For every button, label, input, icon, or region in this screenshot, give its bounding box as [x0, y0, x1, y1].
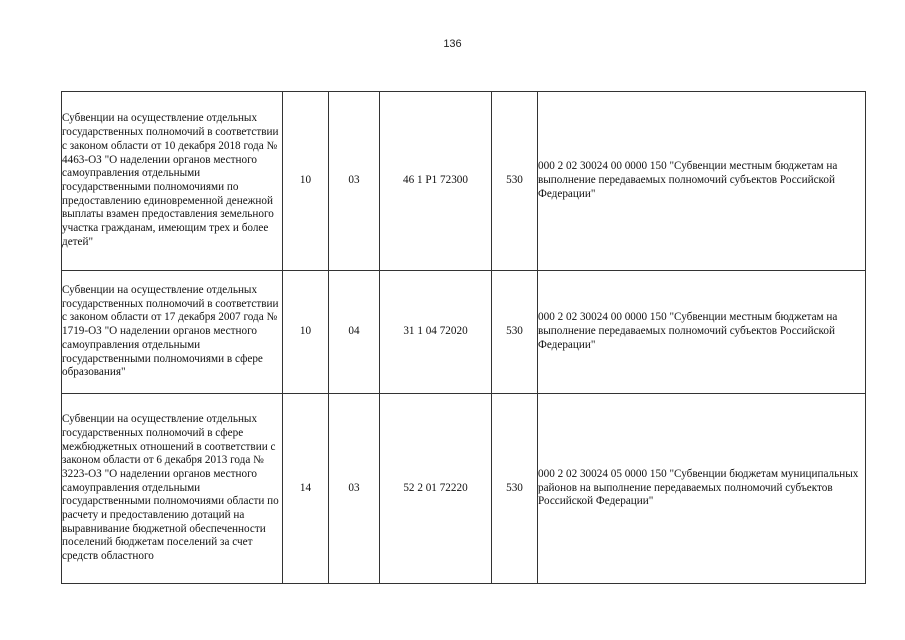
cell-subvention-name: Субвенции на осуществление отдельных государственных полномочий в сфере межбюджетных отношений в соответствии с законом области от 6 декабря 2013 года № 3223-ОЗ "О наделении органов местного самоуправления отдельными государственными полномочиями области по расчету и предоставлению дотаций на выравнивание бюджетной обеспеченности поселений бюджетам поселений за счет средств областного	[62, 394, 283, 584]
cell-subvention-name: Субвенции на осуществление отдельных государственных полномочий в соответствии с законом области от 10 декабря 2018 года № 4463-ОЗ "О наделении органов местного самоуправления отдельными государственными полномочиями по предоставлению единовременной денежной выплаты взамен предоставления земельного участка гражданам, имеющим трех и более детей"	[62, 92, 283, 271]
cell-revenue-code: 000 2 02 30024 00 0000 150 "Субвенции местным бюджетам на выполнение передаваемых полномочий субъектов Российской Федерации"	[538, 271, 866, 394]
cell-target-article: 31 1 04 72020	[380, 271, 492, 394]
cell-subsection: 03	[329, 394, 380, 584]
table-row	[62, 92, 866, 271]
cell-subvention-name: Субвенции на осуществление отдельных государственных полномочий в соответствии с законом области от 17 декабря 2007 года № 1719-ОЗ "О наделении органов местного самоуправления отдельными государственными полномочиями в сфере образования"	[62, 271, 283, 394]
cell-expense-type: 530	[492, 394, 538, 584]
cell-section: 14	[283, 394, 329, 584]
cell-subsection: 03	[329, 92, 380, 271]
table-body	[62, 92, 866, 584]
cell-revenue-code: 000 2 02 30024 05 0000 150 "Субвенции бюджетам муниципальных районов на выполнение передаваемых полномочий субъектов Российской Федерации"	[538, 394, 866, 584]
cell-section: 10	[283, 92, 329, 271]
table-row	[62, 271, 866, 394]
page-number: 136	[443, 38, 462, 50]
cell-expense-type: 530	[492, 271, 538, 394]
cell-target-article: 52 2 01 72220	[380, 394, 492, 584]
table-row	[62, 394, 866, 584]
cell-expense-type: 530	[492, 92, 538, 271]
cell-target-article: 46 1 P1 72300	[380, 92, 492, 271]
cell-subsection: 04	[329, 271, 380, 394]
budget-table	[61, 91, 866, 584]
cell-section: 10	[283, 271, 329, 394]
cell-revenue-code: 000 2 02 30024 00 0000 150 "Субвенции местным бюджетам на выполнение передаваемых полномочий субъектов Российской Федерации"	[538, 92, 866, 271]
